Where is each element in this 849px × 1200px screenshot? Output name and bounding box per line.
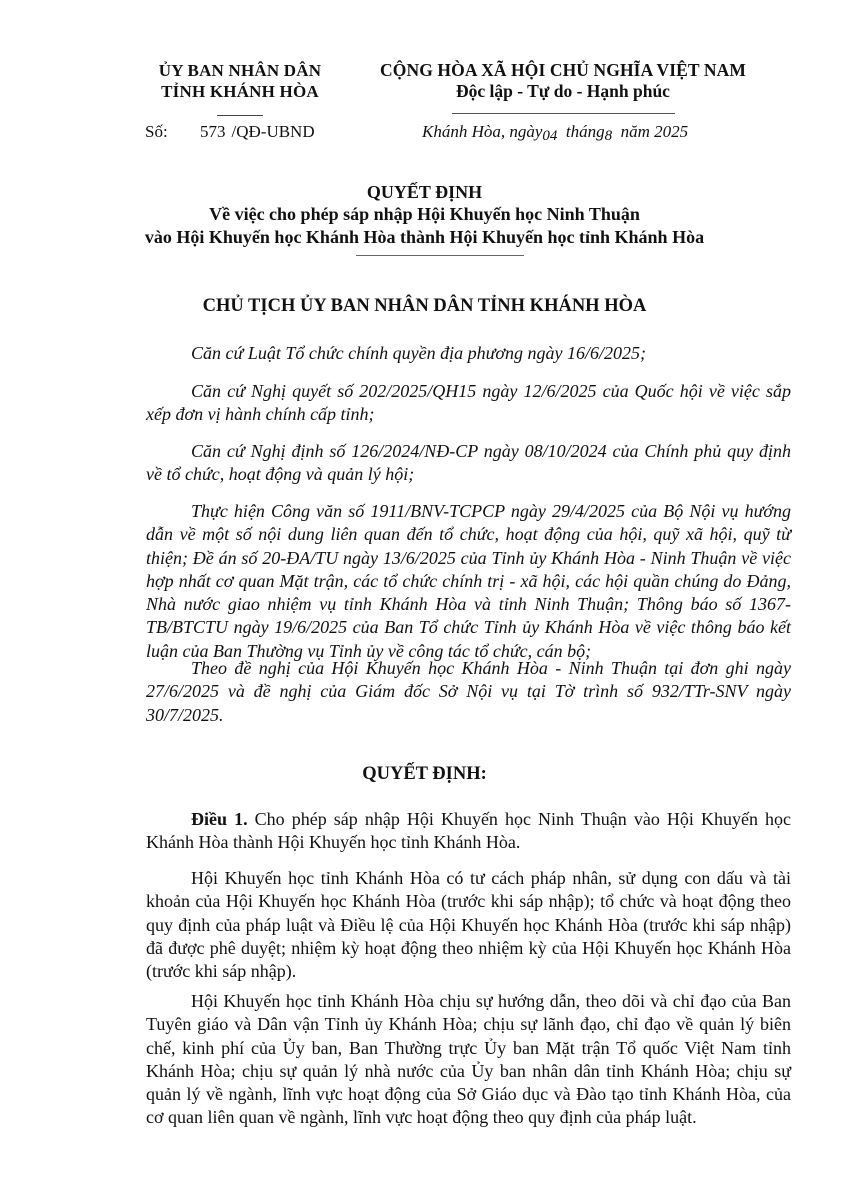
issuer-divider — [217, 115, 263, 116]
article-1-paragraph — [146, 808, 791, 855]
article-text: Hội Khuyến học tỉnh Khánh Hòa chịu sự hướng dẫn, theo dõi và chỉ đạo của Ban Tuyên giáo và Dân vận Tỉnh ủy Khánh Hòa; chịu sự lãnh đạo, chỉ đạo về quản lý biên chế, kinh phí của Ủy ban, Ban Thường trực Ủy ban Mặt trận Tổ quốc Việt Nam tỉnh Khánh Hòa; chịu sự quản lý nhà nước của Ủy ban nhân dân tỉnh Khánh Hòa; chịu sự quản lý về ngành, lĩnh vực hoạt động của Sở Giáo dục và Đào tạo tỉnh Khánh Hòa, của cơ quan liên quan về ngành, lĩnh vực hoạt động theo quy định của pháp luật. — [146, 991, 791, 1128]
national-heading — [353, 60, 773, 114]
issuer-line-1: ỦY BAN NHÂN DÂN — [158, 61, 322, 80]
doc-number-label: Số: — [145, 122, 168, 141]
motto-line: Độc lập - Tự do - Hạnh phúc — [456, 81, 670, 101]
doc-number-value: 573 — [200, 122, 226, 141]
preamble-item — [146, 342, 791, 365]
document-type-title: QUYẾT ĐỊNH — [366, 182, 483, 202]
preamble-text: Căn cứ Nghị định số 126/2024/NĐ-CP ngày 08/10/2024 của Chính phủ quy định về tổ chức, hoạt động và quản lý hội; — [146, 441, 791, 485]
issuing-authority: CHỦ TỊCH ỦY BAN NHÂN DÂN TỈNH KHÁNH HÒA — [202, 296, 647, 316]
preamble-item — [146, 380, 791, 427]
title-divider — [356, 255, 524, 256]
day-value: 04 — [542, 128, 558, 144]
place-date — [422, 122, 688, 142]
subject-line-1: Về việc cho phép sáp nhập Hội Khuyến học Ninh Thuận — [209, 204, 640, 224]
nation-line: CỘNG HÒA XÃ HỘI CHỦ NGHĨA VIỆT NAM — [380, 60, 746, 80]
issuer-block — [140, 60, 340, 116]
issuer-line-2: TỈNH KHÁNH HÒA — [161, 82, 319, 101]
preamble-text: Theo đề nghị của Hội Khuyến học Khánh Hòa - Ninh Thuận tại đơn ghi ngày 27/6/2025 và đề nghị của Giám đốc Sở Nội vụ tại Tờ trình số 932/TTr-SNV ngày 30/7/2025. — [146, 658, 791, 725]
place-date-prefix: Khánh Hòa, ngày — [422, 122, 543, 141]
article-1-label: Điều 1. — [191, 809, 248, 829]
article-1-text: Cho phép sáp nhập Hội Khuyến học Ninh Thuận vào Hội Khuyến học Khánh Hòa thành Hội Khuyến học tỉnh Khánh Hòa. — [146, 809, 792, 853]
month-label: tháng — [565, 122, 605, 141]
preamble-item — [146, 657, 791, 727]
month-value: 8 — [604, 128, 613, 144]
preamble-text: Căn cứ Luật Tổ chức chính quyền địa phương ngày 16/6/2025; — [191, 343, 647, 363]
article-1-paragraph-2 — [146, 867, 791, 983]
preamble-item — [146, 500, 791, 663]
article-text: Hội Khuyến học tỉnh Khánh Hòa có tư cách pháp nhân, sử dụng con dấu và tài khoản của Hội Khuyến học Khánh Hòa (trước khi sáp nhập); tổ chức và hoạt động theo quy định của pháp luật và Điều lệ của Hội Khuyến học Khánh Hòa (trước khi sáp nhập) đã được phê duyệt; nhiệm kỳ hoạt động theo nhiệm kỳ của Hội Khuyến học Khánh Hòa (trước khi sáp nhập). — [146, 868, 791, 982]
year-label: năm 2025 — [620, 122, 689, 141]
preamble-text: Thực hiện Công văn số 1911/BNV-TCPCP ngày 29/4/2025 của Bộ Nội vụ hướng dẫn về một số nội dung liên quan đến tổ chức, hoạt động của hội, quỹ xã hội, quỹ từ thiện; Đề án số 20-ĐA/TU ngày 13/6/2025 của Tỉnh ủy Khánh Hòa - Ninh Thuận về việc hợp nhất cơ quan Mặt trận, các tổ chức chính trị - xã hội, các hội quần chúng do Đảng, Nhà nước giao nhiệm vụ tỉnh Khánh Hòa và tỉnh Ninh Thuận; Thông báo số 1367-TB/BTCTU ngày 19/6/2025 của Ban Tổ chức Tỉnh ủy Khánh Hòa về việc thông báo kết luận của Ban Thường vụ Tỉnh ủy về công tác tổ chức, cán bộ; — [146, 501, 791, 661]
doc-number-suffix: /QĐ-UBND — [231, 122, 315, 141]
decision-heading: QUYẾT ĐỊNH: — [362, 764, 487, 784]
subject-line-2: vào Hội Khuyến học Khánh Hòa thành Hội Khuyến học tỉnh Khánh Hòa — [144, 227, 705, 247]
preamble-item — [146, 440, 791, 487]
motto-divider — [452, 113, 675, 114]
article-1 — [146, 808, 791, 855]
document-number — [145, 122, 315, 142]
preamble-text: Căn cứ Nghị quyết số 202/2025/QH15 ngày 12/6/2025 của Quốc hội về việc sắp xếp đơn vị hành chính cấp tỉnh; — [146, 381, 791, 425]
article-1-paragraph-3 — [146, 990, 791, 1130]
